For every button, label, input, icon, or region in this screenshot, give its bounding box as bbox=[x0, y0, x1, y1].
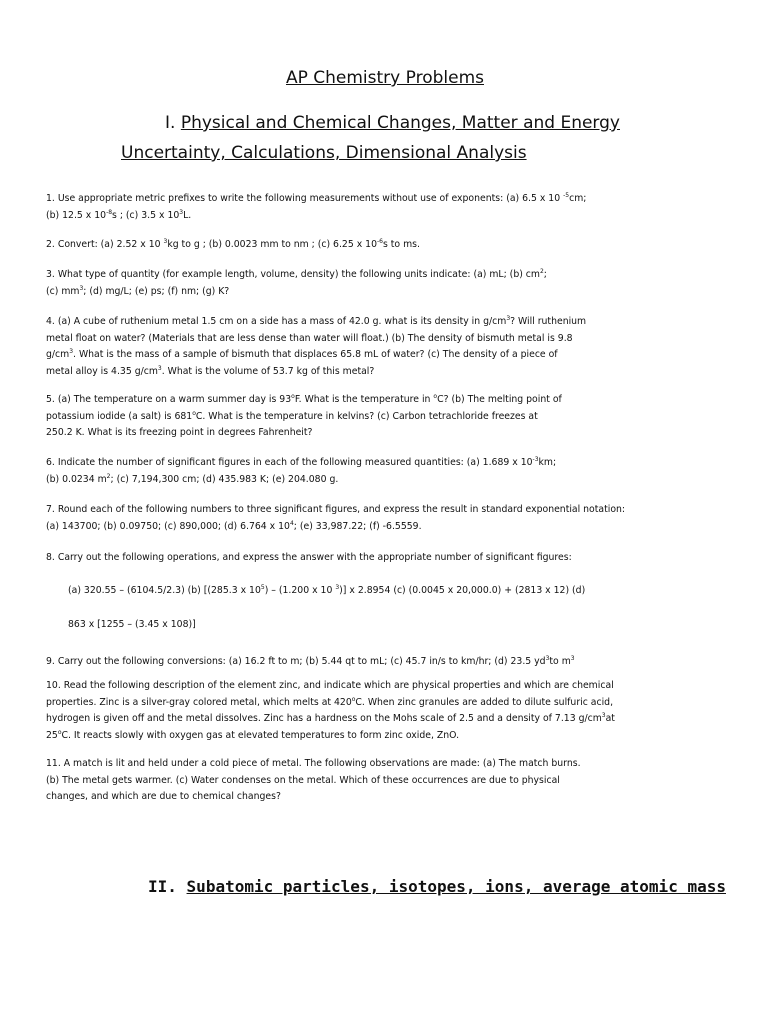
question-9: 9. Carry out the following conversions: (a) 16.2 ft to m; (b) 5.44 qt to mL; (c) 45.7 in/s to km/hr; (d) 23.5 $yd^3to$ $m^3$ bbox=[46, 655, 575, 667]
question-7: 7. Round each of the following numbers to three significant figures, and express the result in standard exponential notation: (a) 143700; (b) 0.09750; (c) 890,000; (d) 6.764 x $10^4$; (e) 33,987.22; (f) -6.5559. bbox=[46, 504, 626, 532]
question-8-expression-2: 863 x [1255 – (3.45 x 108)] bbox=[68, 619, 196, 630]
question-8: 8. Carry out the following operations, and express the answer with the appropriate number of significant figures: bbox=[46, 552, 572, 563]
section-2-numeral: II. bbox=[148, 877, 177, 896]
page-title: AP Chemistry Problems bbox=[285, 68, 484, 88]
section-1-heading bbox=[165, 113, 620, 133]
question-1: 1. Use appropriate metric prefixes to write the following measurements without use of exponents: (a) 6.5 x 10 $^{-5}$cm; (b) 12.5 x $10^{-8}s$ ; (c) 3.5 x $10^3L$. bbox=[46, 192, 587, 221]
question-3: 3. What type of quantity (for example length, volume, density) the following units indicate: (a) mL; (b) $cm^2$; (c) $mm^3$; (d) mg/L; (e) ps; (f) nm; (g) K? bbox=[46, 268, 547, 297]
question-10: 10. Read the following description of the element zinc, and indicate which are physical properties and which are chemical properties. Zinc is a silver-gray colored metal, which melts at 420$^o$C. When zinc granules are added to dilute sulfuric acid, hydrogen is given off and the metal dissolves. Zinc has a hardness on the Mohs scale of 2.5 and a density of 7.13 $g/cm^3at$ 25$^o$C. It reacts slowly with oxygen gas at elevated temperatures to form zinc oxide, ZnO. bbox=[46, 680, 615, 741]
question-4: 4. (a) A cube of ruthenium metal 1.5 cm on a side has a mass of 42.0 g. what is its density in $g/cm^3$? Will ruthenium metal float on water? (Materials that are less dense than water will float.) (b) The density of bismuth metal is 9.8 $g/cm^3$. What is the mass of a sample of bismuth that displaces 65.8 mL of water? (c) The density of a piece of metal alloy is 4.35 $g/cm^3$. What is the volume of 53.7 kg of this metal? bbox=[46, 315, 587, 377]
question-5: 5. (a) The temperature on a warm summer day is 93$^o$F. What is the temperature in $^o$C? (b) The melting point of potassium iodide (a salt) is 681$^o$C. What is the temperature in kelvins? (c) Carbon tetrachloride freezes at 250.2 K. What is its freezing point in degrees Fahrenheit? bbox=[46, 393, 562, 438]
section-2-heading-text: Subatomic particles, isotopes, ions, average atomic mass bbox=[186, 877, 726, 896]
question-11: 11. A match is lit and held under a cold piece of metal. The following observations are made: (a) The match burns. (b) The metal gets warmer. (c) Water condenses on the metal. Which of these occurrences are due to physical changes, and which are due to chemical changes? bbox=[46, 758, 581, 802]
question-6: 6. Indicate the number of significant figures in each of the following measured quantities: (a) 1.689 x $10^{-3}km$; (b) 0.0234 $m^2$; (c) 7,194,300 cm; (d) 435.983 K; (e) 204.080 g. bbox=[46, 456, 557, 485]
section-1-heading-b: Uncertainty, Calculations, Dimensional Analysis bbox=[121, 143, 527, 163]
section-1-numeral: I. bbox=[165, 113, 176, 133]
section-1-heading-a: Physical and Chemical Changes, Matter and Energy bbox=[180, 113, 620, 133]
section-2-heading bbox=[148, 877, 726, 896]
question-2: 2. Convert: (a) 2.52 x 10 $^3$kg to g ; (b) 0.0023 mm to nm ; (c) 6.25 x $10^{-6}s$ to ms. bbox=[46, 238, 420, 250]
question-8-expression-1: (a) 320.55 – (6104.5/2.3) (b) [(285.3 x $10^5) - (1.200$ x 10 $^3$)] x 2.8954 (c) (0.0045 x 20,000.0) + (2813 x 12) (d) bbox=[68, 584, 586, 596]
